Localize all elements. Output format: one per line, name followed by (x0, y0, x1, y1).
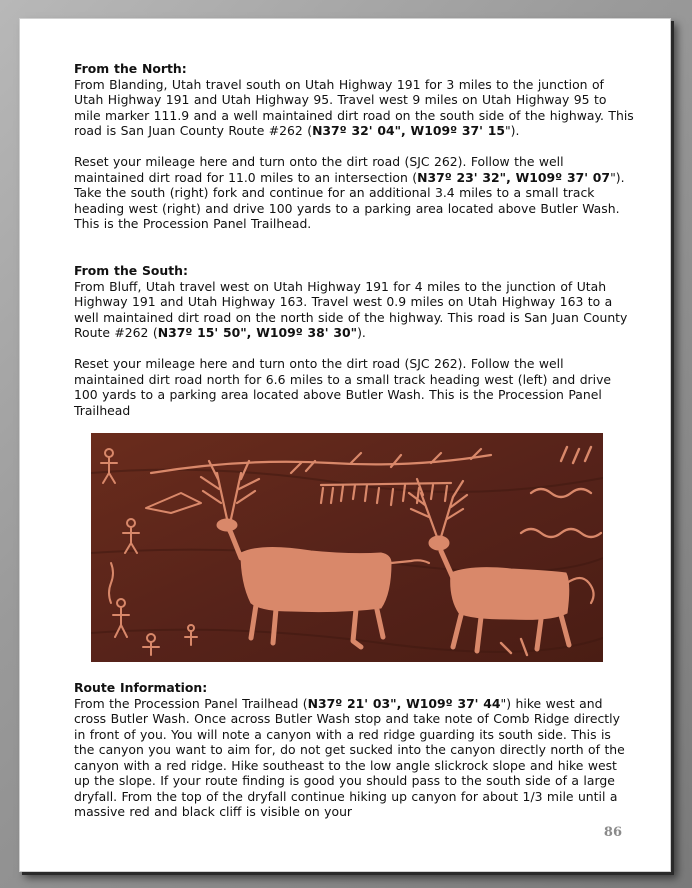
route-p1-coordinates: N37º 21' 03", W109º 37' 44 (307, 695, 501, 711)
north-p1-text-end: "). (504, 123, 520, 138)
south-p1-text-end: ). (357, 325, 366, 340)
page-number: 86 (603, 825, 622, 840)
north-p2-text: Reset your mileage here and turn onto the dirt road (SJC 262). Follow the well maintained dirt road for 11.0 miles to an intersection ( (74, 154, 564, 185)
route-p1-text-end: ") hike west and cross Butler Wash. Once across Butler Wash stop and take note of Comb Ridge directly in front of you. You will note a canyon with a red ridge guarding its south side. This is the canyon you want to aim for, do not get sucked into the canyon directly north of the canyon with a red ridge. Hike southeast to the low angle slickrock slope and hike west up the slope. If your route finding is good you should pass to the south side of a large dryfall. From the top of the dryfall continue hiking up canyon for about 1/3 mile until a massive red and black cliff is visible on your (74, 695, 625, 819)
north-p2-text-end: "). Take the south (right) fork and continue for an additional 3.4 miles to a small track heading west (right) and drive 100 yards to a parking area located above Butler Wash. This is the Procession Panel Trailhead. (74, 169, 625, 231)
route-p1-text: From the Procession Panel Trailhead ( (74, 695, 308, 711)
heading-route-information: Route Information: (74, 680, 208, 695)
heading-from-north: From the North: (74, 61, 187, 76)
heading-from-south: From the South: (74, 263, 188, 278)
north-paragraph-1 (74, 77, 634, 139)
south-p1-text: From Bluff, Utah travel west on Utah Highway 191 for 4 miles to the junction of Utah Highway 191 and Utah Highway 163. Travel west 0.9 miles on Utah Highway 163 to a well maintained dirt road on the north side of the highway. This road is San Juan County Route #262 ( (74, 278, 628, 340)
section-from-north (74, 61, 634, 232)
south-p1-coordinates: N37º 15' 50", W109º 38' 30" (157, 325, 358, 340)
section-route-information (74, 680, 634, 820)
north-p1-text: From Blanding, Utah travel south on Utah Highway 191 for 3 miles to the junction of Utah Highway 191 and Utah Highway 95. Travel west 9 miles on Utah Highway 95 to mile marker 111.9 and a well maintained dirt road on the south side of the highway. This road is San Juan County Route #262 ( (74, 76, 634, 138)
petroglyph-photo (91, 433, 603, 662)
north-p2-coordinates: N37º 23' 32", W109º 37' 07 (417, 169, 611, 185)
section-from-south (74, 263, 634, 418)
route-paragraph-1 (74, 696, 634, 820)
south-paragraph-1 (74, 279, 634, 341)
north-p1-coordinates: N37º 32' 04", W109º 37' 15 (312, 123, 505, 138)
petroglyph-image (91, 433, 603, 662)
document-page (19, 18, 671, 872)
north-paragraph-2 (74, 154, 634, 232)
south-paragraph-2: Reset your mileage here and turn onto the dirt road (SJC 262). Follow the well maintained dirt road north for 6.6 miles to a small track heading west (left) and drive 100 yards to a parking area located above Butler Wash. This is the Procession Panel Trailhead (74, 356, 612, 418)
